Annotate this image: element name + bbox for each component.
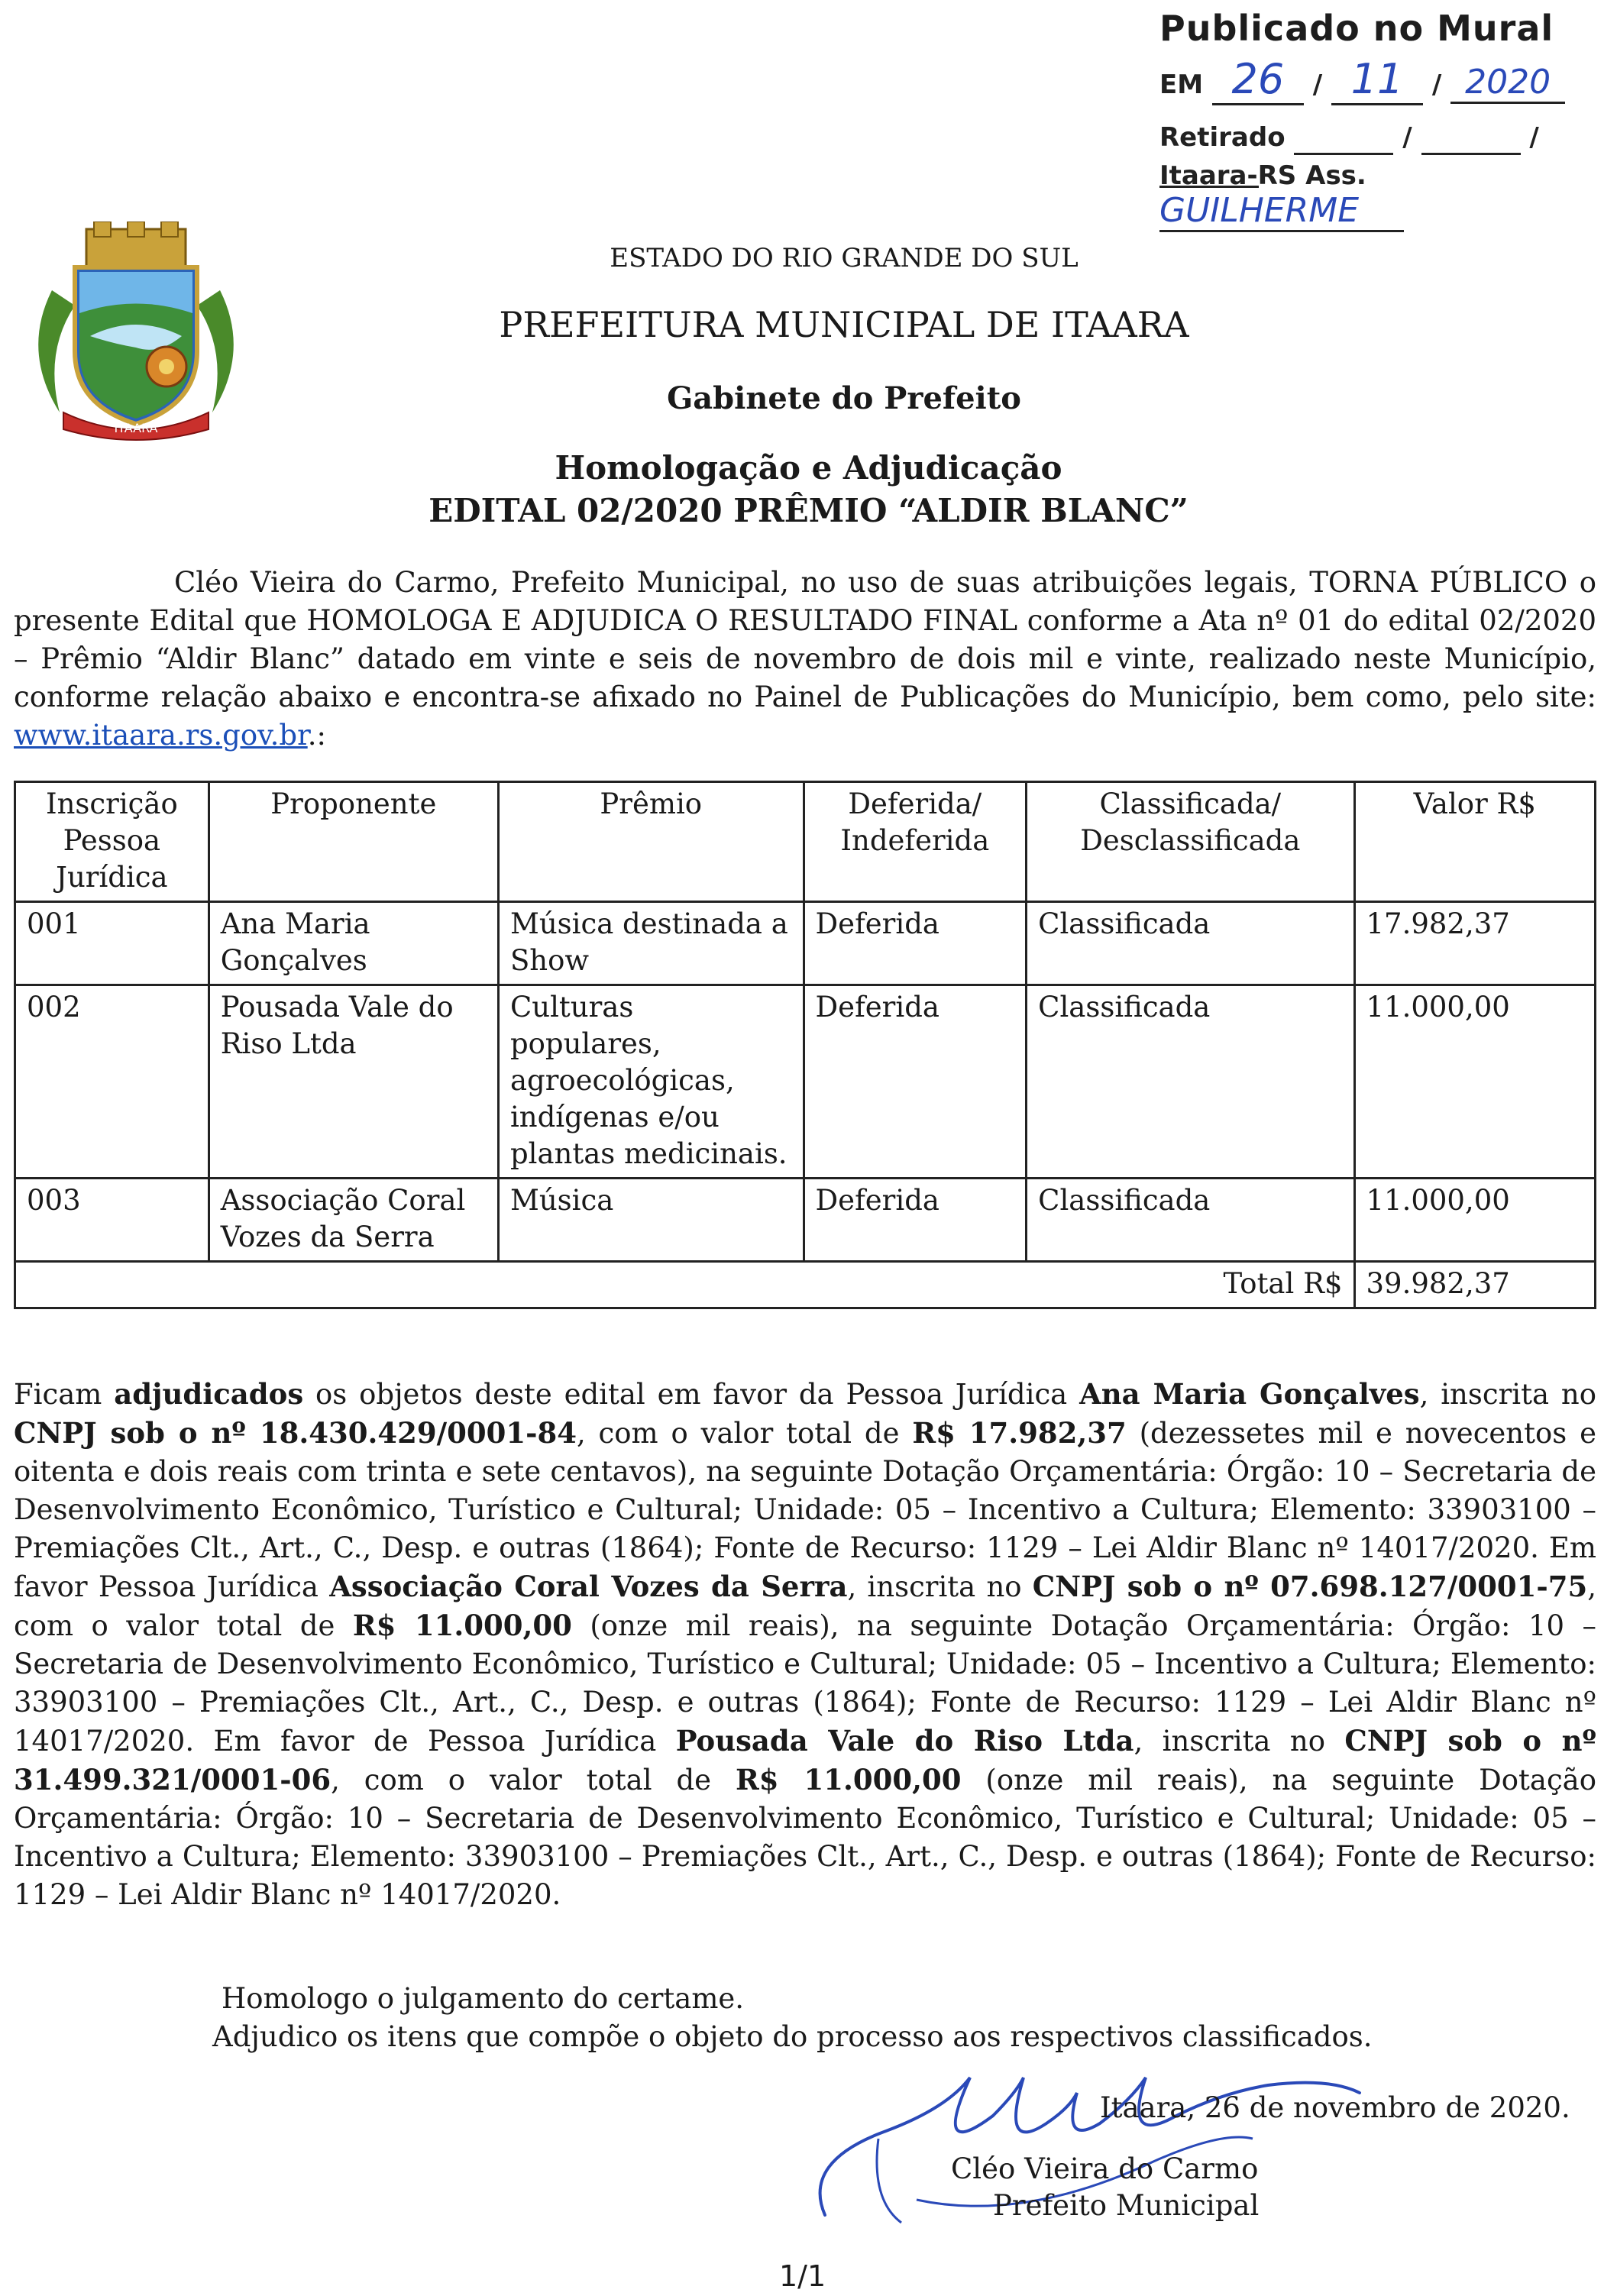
total-label: Total R$ <box>15 1262 1355 1308</box>
body-text: os objetos deste edital em favor da Pessoa Jurídica <box>303 1378 1080 1411</box>
cell-classificada: Classificada <box>1027 985 1354 1179</box>
total-value: 39.982,37 <box>1354 1262 1596 1308</box>
intro-text: Cléo Vieira do Carmo, Prefeito Municipal, no uso de suas atribuições legais, TORNA PÚBLICO o presente Edital que HOMOLOGA E ADJUDICA O RESULTADO FINAL conforme a Ata nº 01 do edital 02/2020 – Prêmio “Aldir Blanc” datado em vinte e seis de novembro de dois mil e vinte, realizado neste Município, conforme relação abaixo e encontra-se afixado no Painel de Publicações do Município, bem como, pelo site: <box>14 566 1596 713</box>
stamp-ass-row <box>1159 160 1604 232</box>
body-text: , inscrita no <box>1134 1725 1345 1758</box>
header-valor: Valor R$ <box>1354 782 1596 902</box>
table-row <box>15 985 1596 1179</box>
cell-inscricao: 001 <box>15 902 209 985</box>
edital-title: EDITAL 02/2020 PRÊMIO “ALDIR BLANC” <box>429 492 1188 529</box>
stamp-retirado-row: Retirado / / <box>1159 122 1604 188</box>
prefeitura-heading: PREFEITURA MUNICIPAL DE ITAARA <box>499 304 1189 345</box>
municipal-crest-logo <box>21 222 251 443</box>
table-row <box>15 1179 1596 1262</box>
page-number: 1/1 <box>779 2259 826 2293</box>
publication-stamp <box>1146 8 1604 230</box>
body-text: , com o valor total de <box>576 1417 913 1450</box>
website-link[interactable]: www.itaara.rs.gov.br <box>14 719 308 752</box>
cell-valor: 17.982,37 <box>1354 902 1596 985</box>
body-bold: adjudicados <box>114 1377 304 1411</box>
results-table <box>14 781 1596 1309</box>
body-text: (onze mil reais), na seguinte Dotação Orçamentária: Órgão: 10 – Secretaria de Desenvolvimento Econômico, Turístico e Cultural; Unidade: 05 – Incentivo a Cultura; Elemento: 33903100 – Premiações Clt., Art., C., Desp. e outras (1864); Fonte de Recurso: 1129 – Lei Aldir Blanc nº 14017/2020. Em favor de Pessoa Jurídica <box>14 1609 1596 1758</box>
table-row <box>15 902 1596 985</box>
cell-proponente: Associação Coral Vozes da Serra <box>209 1179 498 1262</box>
cell-deferida: Deferida <box>804 902 1027 985</box>
stamp-month: 11 <box>1350 55 1404 103</box>
cell-premio: Música destinada a Show <box>498 902 804 985</box>
cell-classificada: Classificada <box>1027 1179 1354 1262</box>
cell-deferida: Deferida <box>804 1179 1027 1262</box>
stamp-ass-label: Ass. <box>1305 160 1366 191</box>
state-heading: ESTADO DO RIO GRANDE DO SUL <box>610 243 1079 273</box>
stamp-retirado-label: Retirado <box>1159 122 1286 153</box>
body-bold: R$ 11.000,00 <box>735 1763 962 1796</box>
body-text: (onze mil reais), na seguinte Dotação Orçamentária: Órgão: 10 – Secretaria de Desenvolvimento Econômico, Turístico e Cultural; Unidade: 05 – Incentivo a Cultura; Elemento: 33903100 – Premiações Clt., Art., C., Desp. e outras (1864); Fonte de Recurso: 1129 – Lei Aldir Blanc nº 14017/2020. <box>14 1764 1596 1911</box>
body-text: , inscrita no <box>847 1570 1033 1603</box>
body-bold: R$ 11.000,00 <box>352 1609 572 1642</box>
body-text: (dezessetes mil e novecentos e oitenta e dois reais com trinta e sete centavos), na seguinte Dotação Orçamentária: Órgão: 10 – Secretaria de Desenvolvimento Econômico, Turístico e Cultural; Unidade: 05 – Incentivo a Cultura; Elemento: 33903100 – Premiações Clt., Art., C., Desp. e outras (1864); Fonte de Recurso: 1129 – Lei Aldir Blanc nº 14017/2020. Em favor Pessoa Jurídica <box>14 1417 1597 1603</box>
body-text: Ficam <box>14 1378 115 1411</box>
cell-proponente: Ana Maria Gonçalves <box>209 902 498 985</box>
cell-valor: 11.000,00 <box>1354 985 1596 1179</box>
crest-ribbon-text: ITAARA <box>114 421 158 435</box>
cell-valor: 11.000,00 <box>1354 1179 1596 1262</box>
body-bold: Associação Coral Vozes da Serra <box>329 1570 848 1603</box>
cell-classificada: Classificada <box>1027 902 1354 985</box>
stamp-title: Publicado no Mural <box>1159 8 1554 49</box>
date-line: Itaara, 26 de novembro de 2020. <box>1100 2091 1570 2124</box>
stamp-date-row: EM 26 / 11 / 2020 <box>1159 55 1565 105</box>
cell-inscricao: 003 <box>15 1179 209 1262</box>
cell-proponente: Pousada Vale do Riso Ltda <box>209 985 498 1179</box>
body-text: , com o valor total de <box>331 1764 736 1796</box>
stamp-day: 26 <box>1231 55 1285 103</box>
body-bold: CNPJ sob o nº 31.499.321/0001-06 <box>14 1724 1596 1796</box>
closing-line-2: Adjudico os itens que compõe o objeto do processo aos respectivos classificados. <box>212 2020 1373 2053</box>
body-text: , com o valor total de <box>14 1570 1597 1642</box>
body-text: , inscrita no <box>1419 1378 1596 1411</box>
header-deferida: Deferida/ Indeferida <box>804 782 1027 902</box>
table-header-row <box>15 782 1596 902</box>
cell-premio: Culturas populares, agroecológicas, indígenas e/ou plantas medicinais. <box>498 985 804 1179</box>
gabinete-heading: Gabinete do Prefeito <box>667 380 1021 416</box>
header-classificada: Classificada/ Desclassificada <box>1027 782 1354 902</box>
stamp-year: 2020 <box>1465 63 1551 102</box>
body-bold: CNPJ sob o nº 07.698.127/0001-75 <box>1032 1570 1588 1603</box>
signatory-name: Cléo Vieira do Carmo <box>951 2152 1259 2185</box>
closing-line-1: Homologo o julgamento do certame. <box>222 1982 745 2015</box>
intro-paragraph <box>14 564 1596 755</box>
body-bold: CNPJ sob o nº 18.430.429/0001-84 <box>14 1416 577 1450</box>
body-bold: Ana Maria Gonçalves <box>1079 1377 1420 1411</box>
cell-premio: Música <box>498 1179 804 1262</box>
cell-inscricao: 002 <box>15 985 209 1179</box>
body-bold: R$ 17.982,37 <box>912 1416 1127 1450</box>
closing-block <box>212 1980 1373 2056</box>
header-proponente: Proponente <box>209 782 498 902</box>
document-title: Homologação e Adjudicação <box>555 449 1062 487</box>
signatory-role: Prefeito Municipal <box>993 2189 1260 2222</box>
stamp-em-label: EM <box>1159 70 1204 100</box>
header-inscricao: Inscrição Pessoa Jurídica <box>15 782 209 902</box>
cell-deferida: Deferida <box>804 985 1027 1179</box>
body-bold: Pousada Vale do Riso Ltda <box>675 1724 1134 1758</box>
intro-after-link: .: <box>307 719 326 752</box>
header-premio: Prêmio <box>498 782 804 902</box>
stamp-ass-value: GUILHERME <box>1159 191 1360 230</box>
table-total-row <box>15 1262 1596 1308</box>
adjudication-paragraph <box>14 1375 1596 1914</box>
stamp-city-label: Itaara-RS <box>1159 160 1297 191</box>
